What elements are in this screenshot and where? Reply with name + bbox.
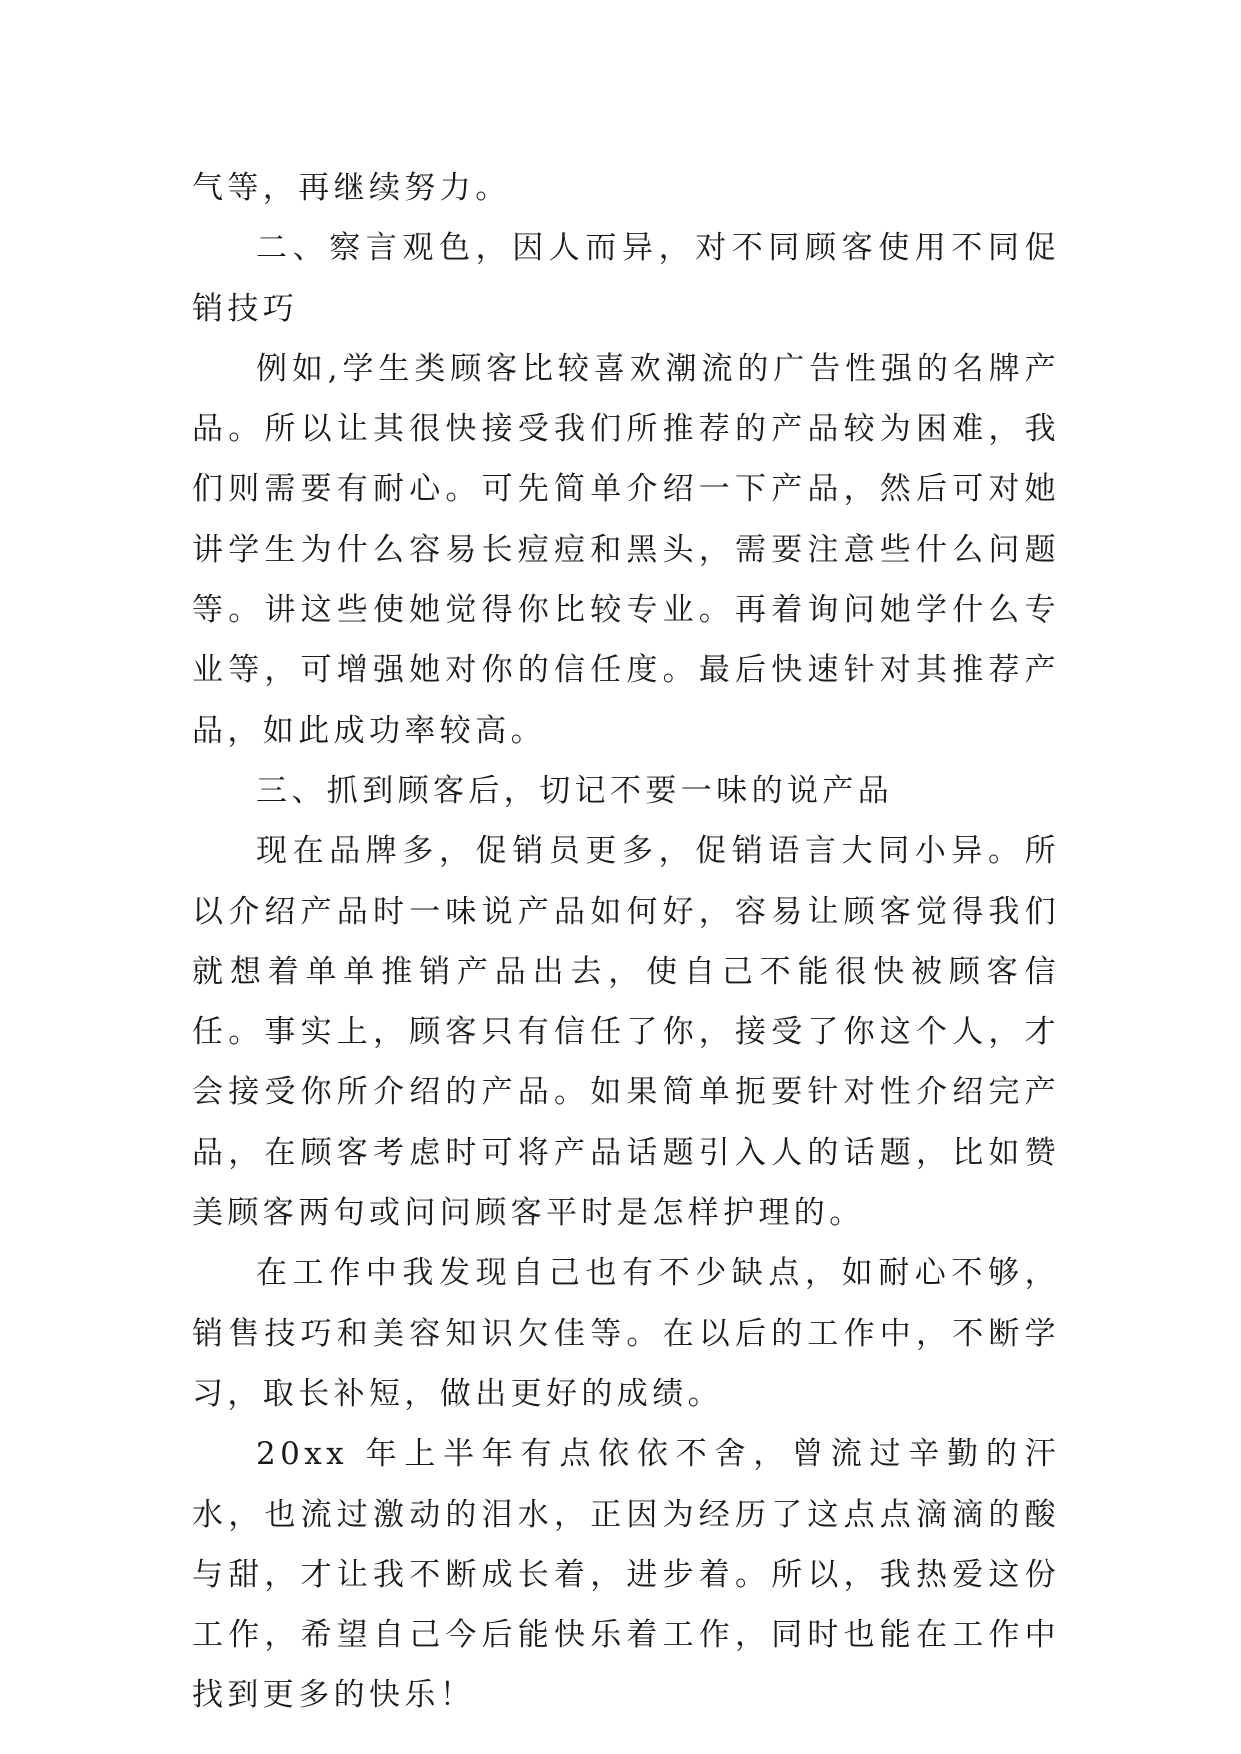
section-heading-3: 三、抓到顾客后，切记不要一味的说产品 <box>256 772 894 809</box>
paragraph-continuation: 气等，再继续努力。 <box>192 170 511 206</box>
paragraph-brand-competition: 现在品牌多，促销员更多，促销语言大同小异。所以介绍产品时一味说产品如何好，容易让顾客觉得我们就想着单单推销产品出去，使自己不能很快被顾客信任。事实上，顾客只有信任了你，接受了你这个人，才会接受你所介绍的产品。如果简单扼要针对性介绍完产品，在顾客考虑时可将产品话题引入人的话题，比如赞美顾客两句或问问顾客平时是怎样护理的。 <box>192 833 1060 1232</box>
document-body <box>192 158 1060 1726</box>
section-heading-2: 二、察言观色，因人而异，对不同顾客使用不同促销技巧 <box>192 230 1060 327</box>
paragraph-shortcomings: 在工作中我发现自己也有不少缺点，如耐心不够，销售技巧和美容知识欠佳等。在以后的工作中，不断学习，取长补短，做出更好的成绩。 <box>192 1255 1060 1412</box>
paragraph-conclusion: 20xx 年上半年有点依依不舍，曾流过辛勤的汗水，也流过激动的泪水，正因为经历了这点点滴滴的酸与甜，才让我不断成长着，进步着。所以，我热爱这份工作，希望自己今后能快乐着工作，同时也能在工作中找到更多的快乐！ <box>192 1436 1060 1714</box>
paragraph-student-example: 例如,学生类顾客比较喜欢潮流的广告性强的名牌产品。所以让其很快接受我们所推荐的产品较为困难，我们则需要有耐心。可先简单介绍一下产品，然后可对她讲学生为什么容易长痘痘和黑头，需要注意些什么问题等。讲这些使她觉得你比较专业。再着询问她学什么专业等，可增强她对你的信任度。最后快速针对其推荐产品，如此成功率较高。 <box>192 350 1060 749</box>
